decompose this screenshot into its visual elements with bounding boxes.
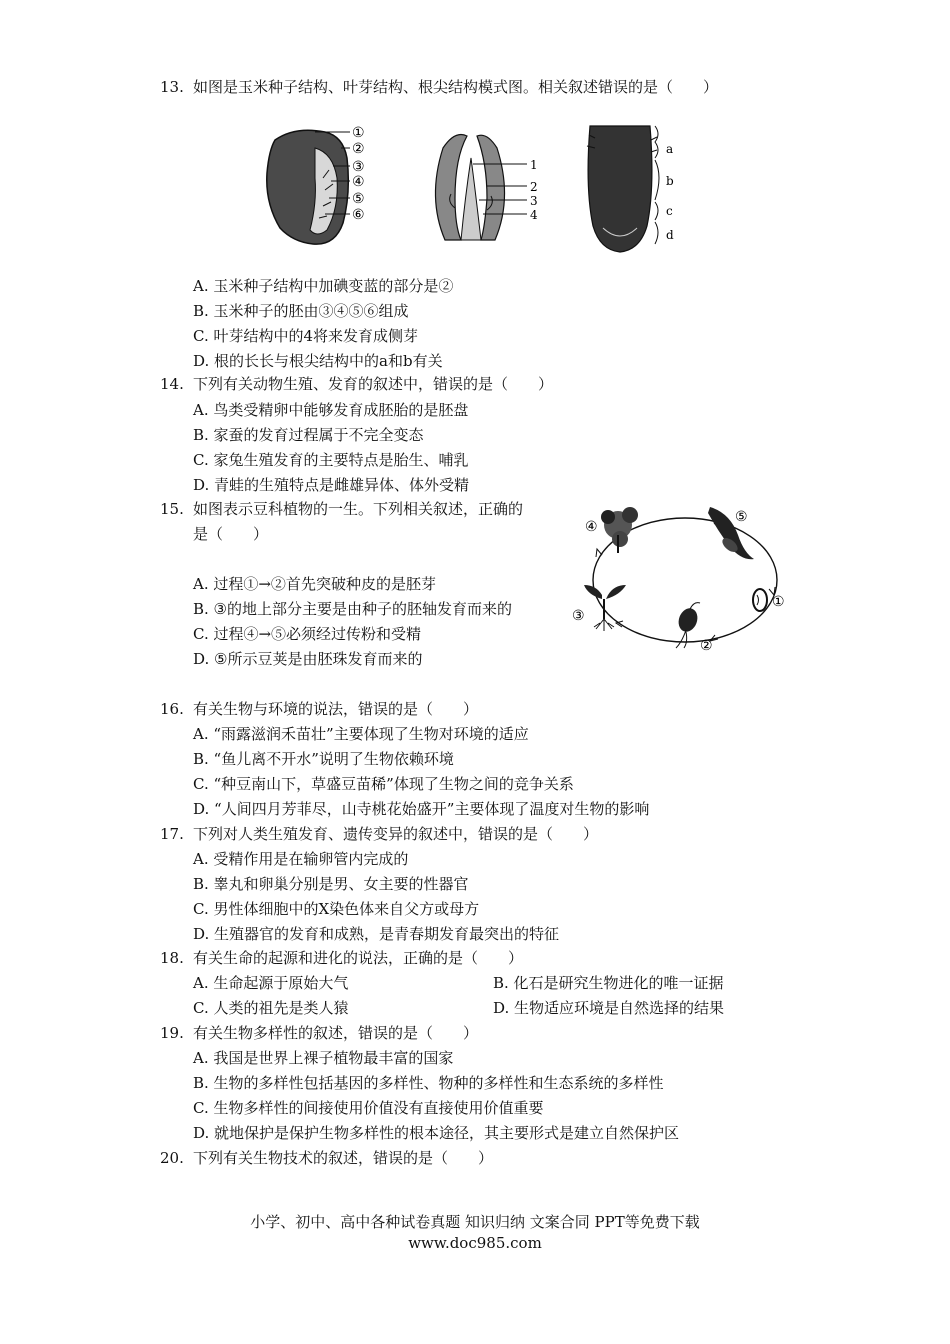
question-stem: 有关生命的起源和进化的说法，正确的是（ ） bbox=[193, 949, 524, 967]
cycle-label-5: ⑤ bbox=[735, 509, 748, 525]
bud-label-2: 2 bbox=[530, 180, 538, 194]
root-tip-drawing bbox=[587, 126, 674, 252]
option-a: A. 过程①→②首先突破种皮的是胚芽 bbox=[193, 575, 436, 593]
cycle-label-1: ① bbox=[772, 594, 785, 610]
option-b: B. “鱼儿离不开水”说明了生物依赖环境 bbox=[193, 750, 454, 768]
option-d: D. ⑤所示豆荚是由胚珠发育而来的 bbox=[193, 650, 423, 668]
option-a: A. 我国是世界上裸子植物最丰富的国家 bbox=[193, 1049, 454, 1067]
option-a: A. 受精作用是在输卵管内完成的 bbox=[193, 850, 409, 868]
seed-label-4: ④ bbox=[352, 174, 365, 190]
question-number: 19. bbox=[160, 1024, 184, 1042]
option-c: C. “种豆南山下，草盛豆苗稀”体现了生物之间的竞争关系 bbox=[193, 775, 574, 793]
corn-seed-drawing bbox=[267, 125, 365, 244]
root-label-c: c bbox=[666, 204, 673, 218]
option-b: B. 玉米种子的胚由③④⑤⑥组成 bbox=[193, 302, 409, 320]
bud-label-3: 3 bbox=[530, 194, 538, 208]
question-number: 13. bbox=[160, 78, 184, 96]
figure-13-seed-bud-root bbox=[255, 118, 695, 258]
option-d: D. 生物适应环境是自然选择的结果 bbox=[493, 999, 725, 1017]
figure-15-legume-life-cycle bbox=[570, 495, 800, 660]
cycle-label-3: ③ bbox=[572, 608, 585, 624]
seed-label-1: ① bbox=[352, 125, 365, 141]
question-number: 18. bbox=[160, 949, 184, 967]
option-d: D. 就地保护是保护生物多样性的根本途径，其主要形式是建立自然保护区 bbox=[193, 1124, 680, 1142]
option-b: B. 生物的多样性包括基因的多样性、物种的多样性和生态系统的多样性 bbox=[193, 1074, 664, 1092]
option-a: A. 生命起源于原始大气 bbox=[193, 974, 349, 992]
option-d: D. 生殖器官的发育和成熟，是青春期发育最突出的特征 bbox=[193, 925, 560, 943]
option-b: B. 睾丸和卵巢分别是男、女主要的性器官 bbox=[193, 875, 469, 893]
question-number: 14. bbox=[160, 375, 184, 393]
bud-label-4: 4 bbox=[530, 208, 538, 222]
option-c: C. 生物多样性的间接使用价值没有直接使用价值重要 bbox=[193, 1099, 544, 1117]
question-number: 16. bbox=[160, 700, 184, 718]
question-stem: 有关生物与环境的说法，错误的是（ ） bbox=[193, 700, 479, 718]
option-b: B. 化石是研究生物进化的唯一证据 bbox=[493, 974, 724, 992]
footer-promo-text: 小学、初中、高中各种试卷真题 知识归纳 文案合同 PPT等免费下载 bbox=[250, 1213, 700, 1231]
root-label-b: b bbox=[666, 174, 674, 188]
seed-label-6: ⑥ bbox=[352, 207, 365, 223]
question-stem: 如图是玉米种子结构、叶芽结构、根尖结构模式图。相关叙述错误的是（ ） bbox=[193, 78, 719, 96]
question-stem: 下列有关生物技术的叙述，错误的是（ ） bbox=[193, 1149, 494, 1167]
question-stem-continued: 是（ ） bbox=[193, 525, 269, 543]
question-stem: 下列有关动物生殖、发育的叙述中，错误的是（ ） bbox=[193, 375, 554, 393]
option-c: C. 家兔生殖发育的主要特点是胎生、哺乳 bbox=[193, 451, 469, 469]
leaf-bud-drawing bbox=[435, 135, 538, 241]
option-c: C. 男性体细胞中的X染色体来自父方或母方 bbox=[193, 900, 480, 918]
option-c: C. 人类的祖先是类人猿 bbox=[193, 999, 349, 1017]
cycle-label-4: ④ bbox=[585, 519, 598, 535]
question-number: 17. bbox=[160, 825, 184, 843]
option-a: A. 鸟类受精卵中能够发育成胚胎的是胚盘 bbox=[193, 401, 469, 419]
seed-label-3: ③ bbox=[352, 159, 365, 175]
question-stem: 如图表示豆科植物的一生。下列相关叙述，正确的 bbox=[193, 500, 524, 518]
bud-label-1: 1 bbox=[530, 158, 538, 172]
cycle-label-2: ② bbox=[700, 638, 713, 654]
root-label-a: a bbox=[666, 142, 674, 156]
seed-label-2: ② bbox=[352, 141, 365, 157]
option-d: D. 青蛙的生殖特点是雌雄异体、体外受精 bbox=[193, 476, 470, 494]
flowering-plant-drawing bbox=[601, 507, 638, 553]
question-stem: 有关生物多样性的叙述，错误的是（ ） bbox=[193, 1024, 479, 1042]
option-b: B. ③的地上部分主要是由种子的胚轴发育而来的 bbox=[193, 600, 513, 618]
question-stem: 下列对人类生殖发育、遗传变异的叙述中，错误的是（ ） bbox=[193, 825, 599, 843]
question-number: 15. bbox=[160, 500, 184, 518]
root-label-d: d bbox=[666, 228, 674, 242]
option-c: C. 叶芽结构中的4将来发育成侧芽 bbox=[193, 327, 419, 345]
option-b: B. 家蚕的发育过程属于不完全变态 bbox=[193, 426, 424, 444]
option-d: D. “人间四月芳菲尽，山寺桃花始盛开”主要体现了温度对生物的影响 bbox=[193, 800, 650, 818]
option-d: D. 根的长长与根尖结构中的a和b有关 bbox=[193, 352, 443, 370]
footer-website-link[interactable]: www.doc985.com bbox=[408, 1234, 542, 1252]
option-a: A. 玉米种子结构中加碘变蓝的部分是② bbox=[193, 277, 454, 295]
seed-label-5: ⑤ bbox=[352, 191, 365, 207]
bean-seed-drawing bbox=[753, 589, 767, 611]
option-a: A. “雨露滋润禾苗壮”主要体现了生物对环境的适应 bbox=[193, 725, 529, 743]
question-number: 20. bbox=[160, 1149, 184, 1167]
option-c: C. 过程④→⑤必须经过传粉和受精 bbox=[193, 625, 422, 643]
